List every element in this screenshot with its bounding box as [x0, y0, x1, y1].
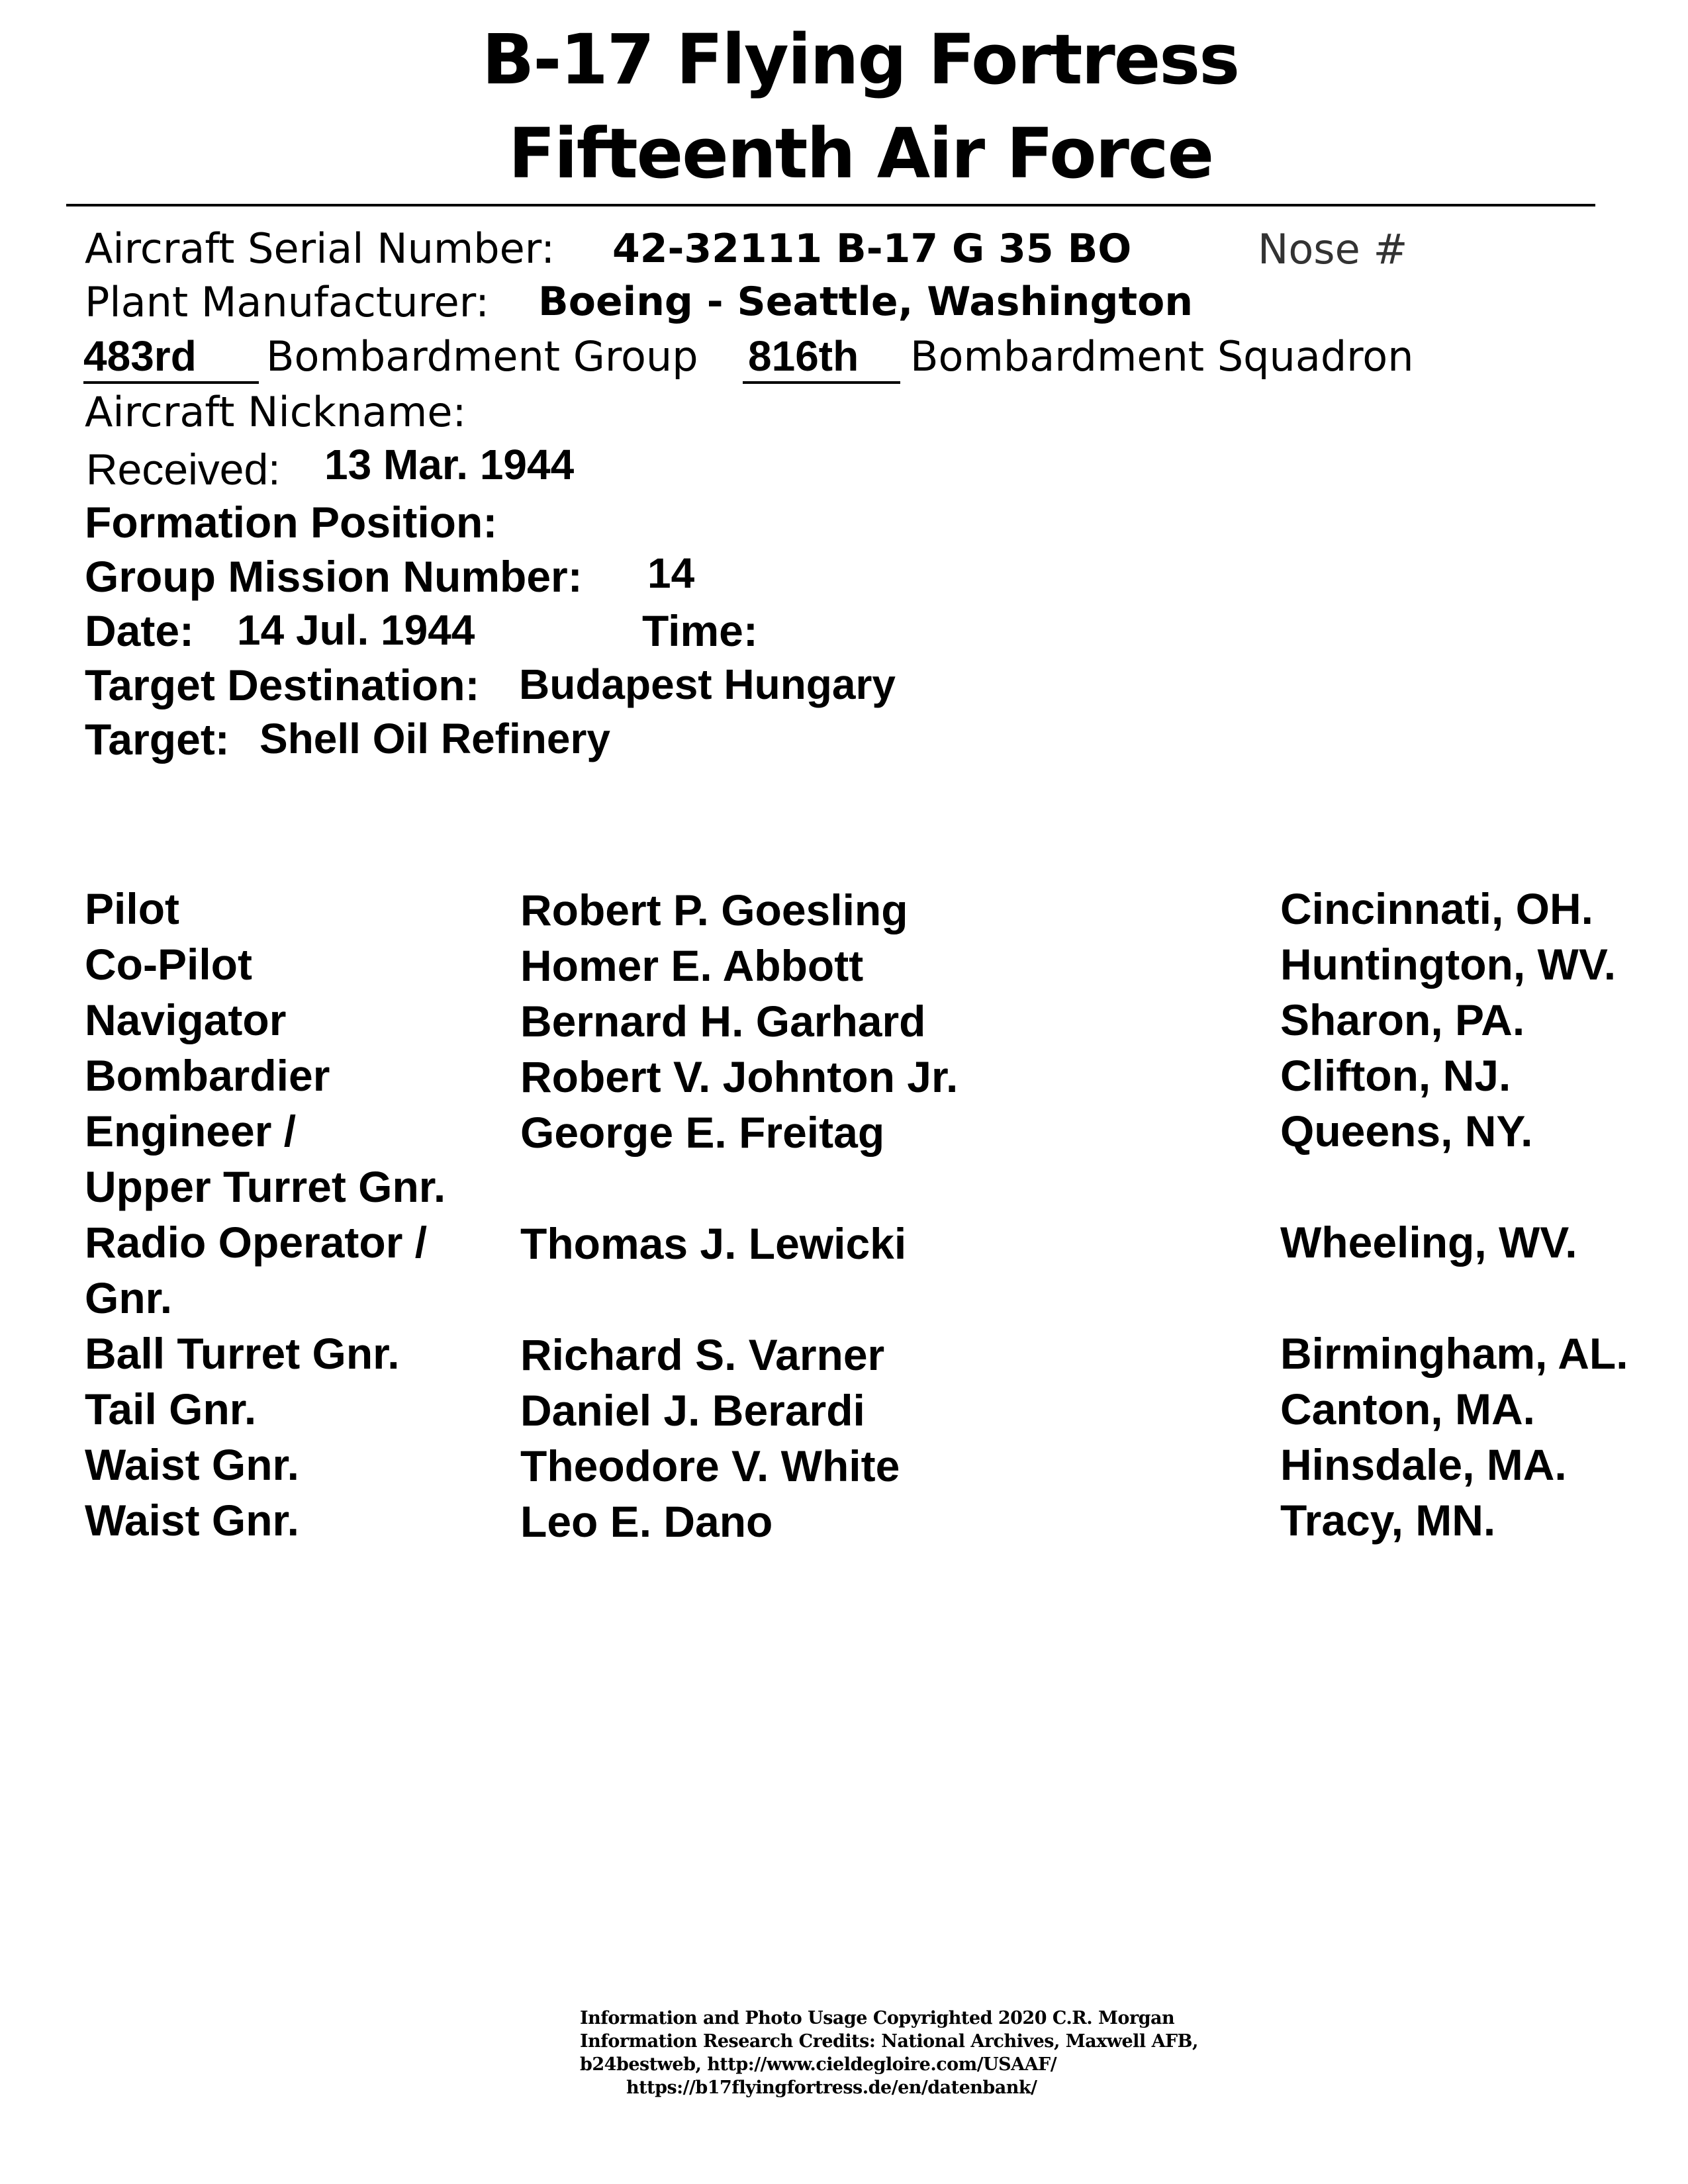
crew-role: Radio Operator / [85, 1218, 428, 1267]
nose-number-label: Nose # [1258, 225, 1408, 273]
bombardment-group-number [83, 332, 259, 384]
crew-hometown: Birmingham, AL. [1280, 1329, 1628, 1378]
crew-hometown: Tracy, MN. [1280, 1496, 1496, 1545]
crew-name: Thomas J. Lewicki [520, 1219, 907, 1268]
time-label: Time: [642, 606, 758, 655]
crew-name: Bernard H. Garhard [520, 997, 926, 1046]
target-destination-value: Budapest Hungary [519, 660, 896, 708]
date-label: Date: [85, 606, 195, 655]
crew-role: Co-Pilot [85, 940, 252, 989]
received-value: 13 Mar. 1944 [324, 441, 575, 488]
crew-name: Richard S. Varner [520, 1330, 885, 1379]
crew-role-continued: Upper Turret Gnr. [85, 1162, 446, 1211]
crew-role: Bombardier [85, 1051, 330, 1100]
plant-manufacturer-value: Boeing - Seattle, Washington [538, 279, 1194, 325]
page-title-line2: Fifteenth Air Force [508, 113, 1213, 194]
crew-name: Daniel J. Berardi [520, 1386, 865, 1435]
target-value: Shell Oil Refinery [259, 715, 610, 762]
crew-role: Engineer / [85, 1107, 297, 1156]
serial-number-value: 42-32111 B-17 G 35 BO [612, 226, 1132, 272]
crew-name: Robert P. Goesling [520, 886, 908, 934]
aircraft-nickname-label: Aircraft Nickname: [85, 388, 467, 436]
group-mission-number-label: Group Mission Number: [85, 552, 583, 601]
footer-copyright: Information and Photo Usage Copyrighted 2020 C.R. Morgan [580, 2008, 1175, 2028]
bombardment-group-label: Bombardment Group [266, 332, 698, 381]
crew-hometown: Cincinnati, OH. [1280, 884, 1594, 933]
crew-hometown: Clifton, NJ. [1280, 1051, 1511, 1100]
footer-source-links: b24bestweb, http://www.cieldegloire.com/USAAF/ [580, 2054, 1057, 2075]
crew-role-continued: Gnr. [85, 1273, 173, 1322]
crew-role: Ball Turret Gnr. [85, 1329, 400, 1378]
crew-role: Tail Gnr. [85, 1385, 257, 1433]
crew-name: Theodore V. White [520, 1441, 900, 1490]
target-destination-label: Target Destination: [85, 660, 480, 709]
group-mission-number-value: 14 [647, 549, 695, 597]
title-divider [66, 204, 1595, 206]
date-value: 14 Jul. 1944 [237, 606, 475, 654]
received-label: Received: [86, 445, 281, 494]
footer-credits [580, 2007, 1198, 2099]
crew-hometown: Queens, NY. [1280, 1107, 1533, 1156]
page-title-line1: B-17 Flying Fortress [482, 19, 1239, 100]
serial-number-label: Aircraft Serial Number: [85, 224, 555, 273]
target-label: Target: [85, 715, 230, 764]
plant-manufacturer-label: Plant Manufacturer: [85, 278, 490, 326]
crew-hometown: Sharon, PA. [1280, 995, 1525, 1044]
crew-hometown: Huntington, WV. [1280, 940, 1617, 989]
squadron-number-value: 816th [748, 332, 859, 380]
crew-hometown: Hinsdale, MA. [1280, 1440, 1567, 1489]
crew-role: Waist Gnr. [85, 1496, 299, 1545]
crew-name: Robert V. Johnton Jr. [520, 1052, 959, 1101]
formation-position-label: Formation Position: [85, 498, 498, 547]
footer-source-link-2: https://b17flyingfortress.de/en/datenbank/ [626, 2077, 1037, 2099]
bombardment-squadron-number [743, 332, 900, 384]
footer-research-credits: Information Research Credits: National Archives, Maxwell AFB, [580, 2031, 1198, 2052]
crew-hometown: Canton, MA. [1280, 1385, 1535, 1433]
crew-name: Homer E. Abbott [520, 941, 864, 990]
crew-name: George E. Freitag [520, 1108, 885, 1157]
crew-role: Navigator [85, 995, 287, 1044]
group-number-value: 483rd [83, 332, 197, 380]
crew-role: Pilot [85, 884, 179, 933]
bombardment-squadron-label: Bombardment Squadron [910, 332, 1414, 381]
crew-hometown: Wheeling, WV. [1280, 1218, 1577, 1267]
crew-role: Waist Gnr. [85, 1440, 299, 1489]
crew-name: Leo E. Dano [520, 1497, 773, 1546]
